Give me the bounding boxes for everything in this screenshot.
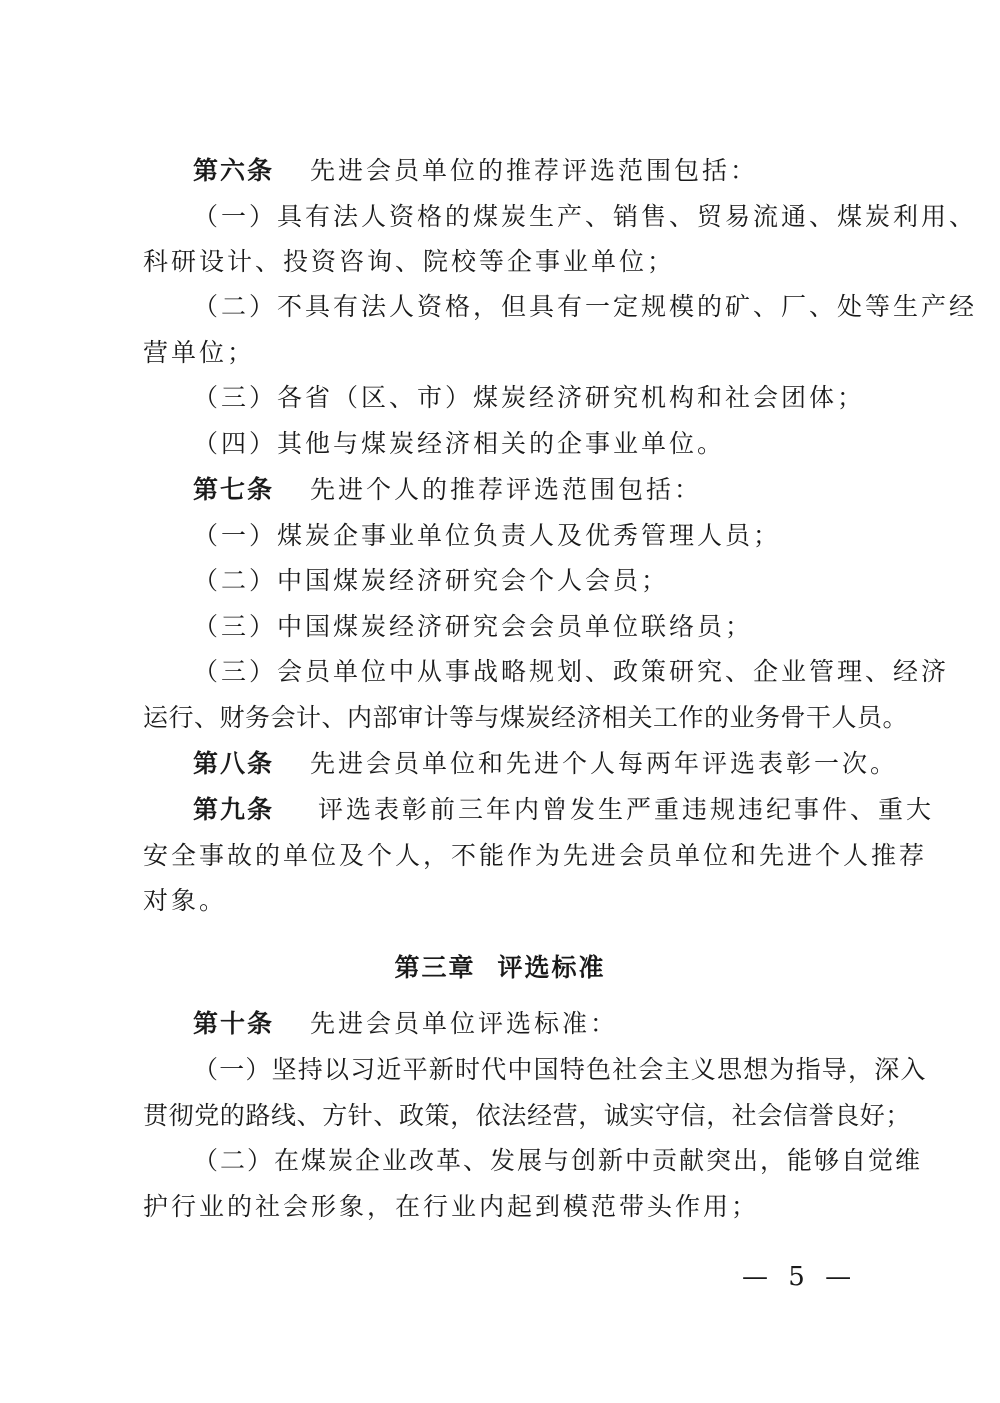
article-6-item-2: （二）不具有法人资格，但具有一定规模的矿、厂、处等生产经 xyxy=(193,292,978,321)
chapter-heading xyxy=(0,952,1000,984)
article-6-text: 先进会员单位的推荐评选范围包括： xyxy=(310,156,759,185)
article-6-item-3: （三）各省（区、市）煤炭经济研究机构和社会团体； xyxy=(193,383,866,412)
article-10-heading xyxy=(193,1008,618,1040)
article-6-item-1: （一）具有法人资格的煤炭生产、销售、贸易流通、煤炭利用、 xyxy=(193,202,978,231)
article-6-item-1-cont: 科研设计、投资咨询、院校等企事业单位； xyxy=(143,247,676,276)
article-7-item-4-cont: 运行、财务会计、内部审计等与煤炭经济相关工作的业务骨干人员。 xyxy=(143,703,909,732)
article-7-item-4: （三）会员单位中从事战略规划、政策研究、企业管理、经济 xyxy=(193,657,950,686)
article-7-item-1: （一）煤炭企事业单位负责人及优秀管理人员； xyxy=(193,521,782,550)
article-10-text: 先进会员单位评选标准： xyxy=(310,1009,619,1038)
article-6-heading xyxy=(193,155,758,187)
article-8-text: 先进会员单位和先进个人每两年评选表彰一次。 xyxy=(310,749,899,778)
article-10-item-1: （一）坚持以习近平新时代中国特色社会主义思想为指导，深入 xyxy=(193,1055,927,1084)
article-10-item-1-cont: 贯彻党的路线、方针、政策，依法经营，诚实守信，社会信誉良好； xyxy=(143,1101,912,1130)
article-6-label: 第六条 xyxy=(193,156,275,185)
article-9-cont-2: 对象。 xyxy=(143,886,228,915)
chapter-number: 第三章 xyxy=(394,953,476,982)
article-10-item-2: （二）在煤炭企业改革、发展与创新中贡献突出，能够自觉维 xyxy=(193,1146,923,1175)
article-9-cont-1: 安全事故的单位及个人，不能作为先进会员单位和先进个人推荐 xyxy=(143,841,928,870)
chapter-title: 评选标准 xyxy=(497,953,606,982)
article-10-item-2-cont: 护行业的社会形象，在行业内起到模范带头作用； xyxy=(143,1192,760,1221)
article-9-label: 第九条 xyxy=(193,795,275,824)
article-9-heading xyxy=(193,794,934,826)
article-6-item-4: （四）其他与煤炭经济相关的企事业单位。 xyxy=(193,429,726,458)
article-7-heading xyxy=(193,474,702,506)
article-7-item-2: （二）中国煤炭经济研究会个人会员； xyxy=(193,566,670,595)
article-10-label: 第十条 xyxy=(193,1009,275,1038)
article-9-text: 评选表彰前三年内曾发生严重违规违纪事件、重大 xyxy=(318,795,935,824)
article-7-label: 第七条 xyxy=(193,475,275,504)
page-number: — 5 — xyxy=(742,1262,858,1292)
article-8-heading xyxy=(193,748,898,780)
article-7-text: 先进个人的推荐评选范围包括： xyxy=(310,475,703,504)
article-6-item-2-cont: 营单位； xyxy=(143,338,256,367)
article-7-item-3: （三）中国煤炭经济研究会会员单位联络员； xyxy=(193,612,754,641)
article-8-label: 第八条 xyxy=(193,749,275,778)
